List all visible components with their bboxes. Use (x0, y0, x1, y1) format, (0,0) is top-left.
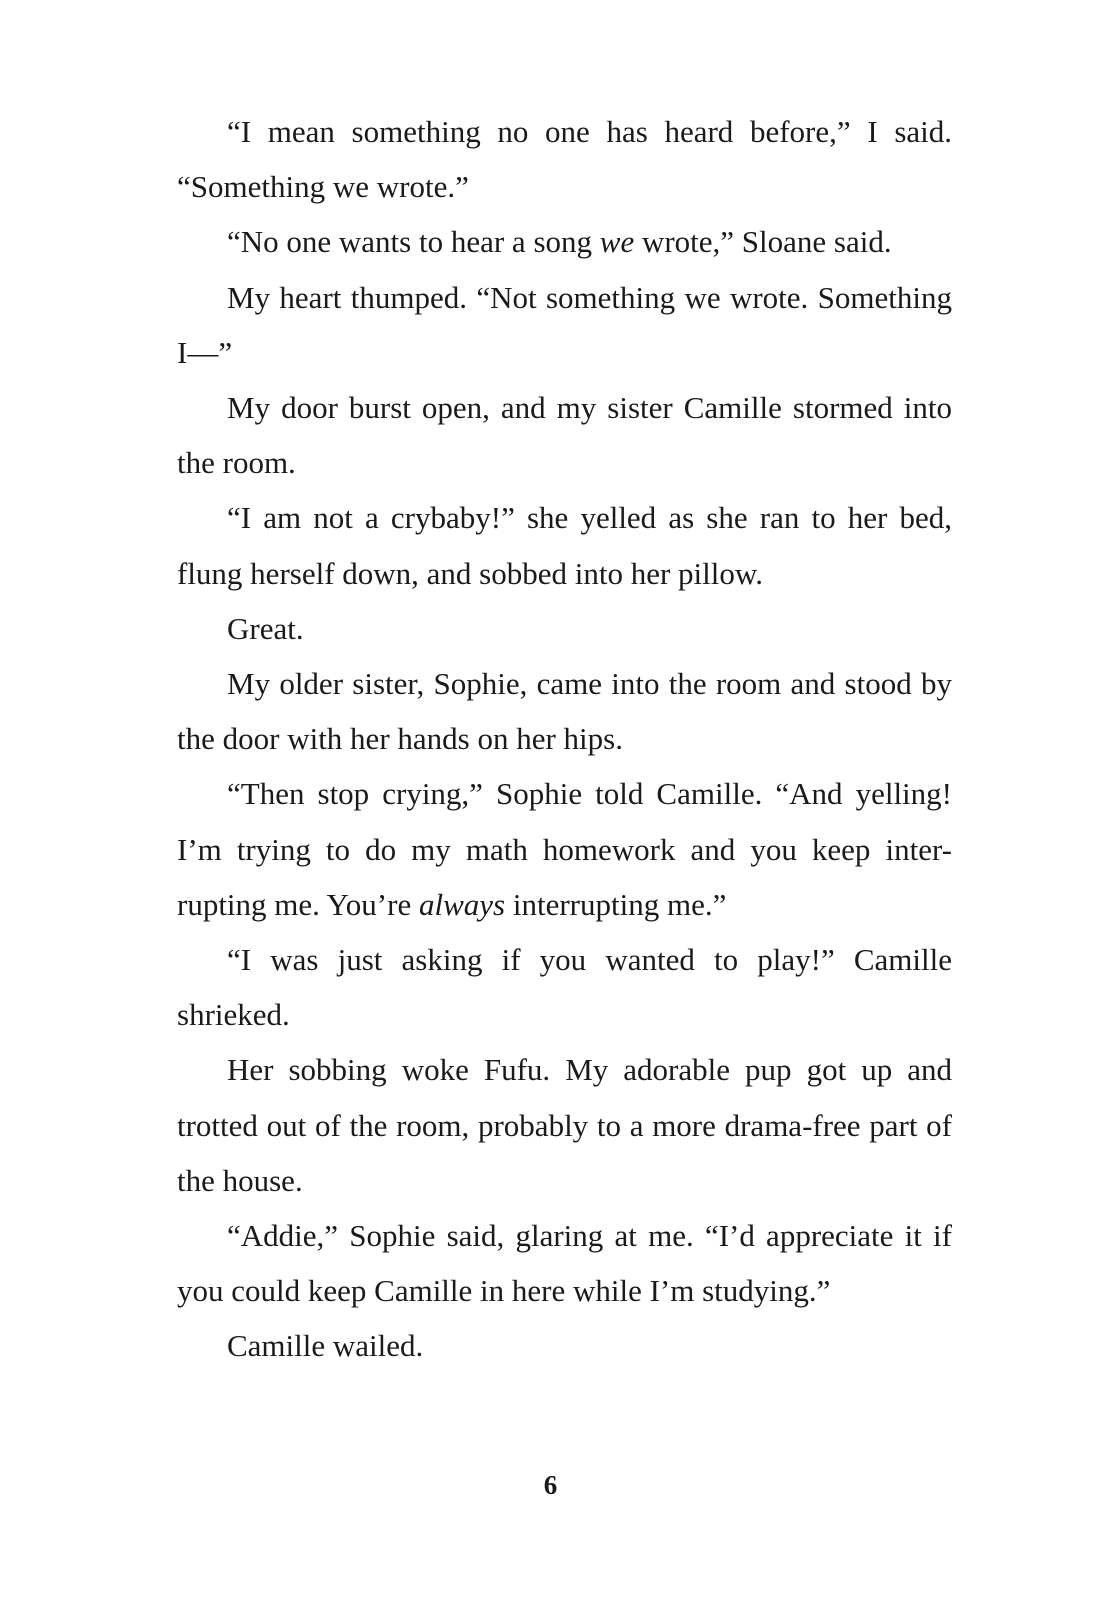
text-run: “Addie,” Sophie said, glaring at me. “I’d appreciate it if you could keep Camille in here while I’m studying.” (177, 1218, 952, 1309)
paragraph (177, 932, 952, 1042)
paragraph (177, 656, 952, 766)
text-run: My heart thumped. “Not something we wrote. Something I—” (177, 279, 952, 370)
text-run: “I was just asking if you wanted to play!” Camille shrieked. (177, 942, 952, 1033)
page-number: 6 (543, 1470, 558, 1500)
paragraph (177, 601, 952, 656)
paragraph (177, 1042, 952, 1208)
italic-text-run: always (418, 886, 506, 922)
text-run: wrote,” Sloane said. (634, 224, 892, 260)
paragraph (177, 104, 952, 214)
text-run: My door burst open, and my sister Camille stormed into the room. (177, 390, 952, 481)
italic-text-run: we (599, 224, 635, 260)
text-run: Her sobbing woke Fufu. My adorable pup got up and trotted out of the room, probably to a more drama-free part of the house. (177, 1052, 952, 1198)
text-run: My older sister, Sophie, came into the room and stood by the door with her hands on her hips. (177, 666, 952, 757)
text-run: Camille wailed. (227, 1328, 424, 1364)
paragraph (177, 1318, 952, 1373)
text-run: “Then stop crying,” Sophie told Camille. “And yelling! I’m trying to do my math homework and you keep inter-rupting me. You’re (177, 776, 952, 922)
body-text (177, 104, 952, 1374)
text-run: interrupting me.” (505, 886, 727, 922)
text-run: Great. (227, 610, 304, 646)
paragraph (177, 490, 952, 600)
text-run: “I mean something no one has heard before,” I said. “Something we wrote.” (177, 114, 952, 205)
paragraph (177, 766, 952, 932)
paragraph (177, 270, 952, 380)
paragraph (177, 214, 952, 269)
paragraph (177, 1208, 952, 1318)
text-run: “I am not a crybaby!” she yelled as she ran to her bed, flung herself down, and sobbed into her pillow. (177, 500, 952, 591)
paragraph (177, 380, 952, 490)
text-run: “No one wants to hear a song (227, 224, 600, 260)
